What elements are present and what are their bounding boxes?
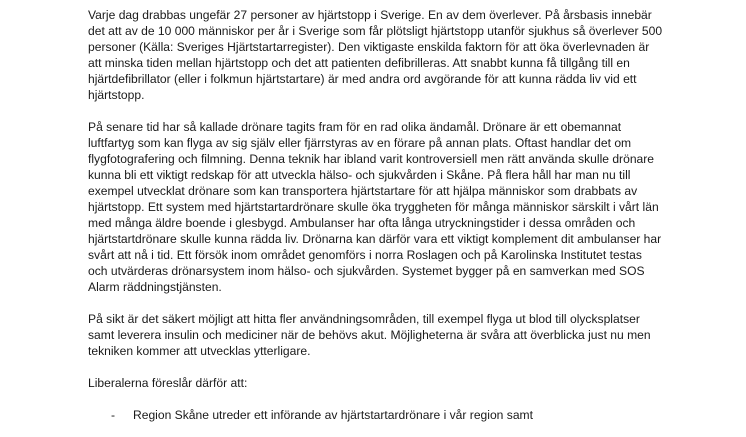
list-item [88,407,663,423]
paragraph-cardiac-arrest-statistics: Varje dag drabbas ungefär 27 personer av hjärtstopp i Sverige. En av dem överlever. På årsbasis innebär det att av de 10 000 människor per år i Sverige som får plötsligt hjärtstopp utanför sjukhus så överlever 500 personer (Källa: Sveriges Hjärtstartarregister). Den viktigaste enskilda faktorn för att öka överlevnaden är att minska tiden mellan hjärtstopp och det att patienten defibrilleras. Att snabbt kunna få tillgång till en hjärtdefibrillator (eller i folkmun hjärtstartare) är med andra ord avgörande för att kunna rädda liv vid ett hjärtstopp. [88,8,663,102]
paragraph-drone-technology: På senare tid har så kallade drönare tagits fram för en rad olika ändamål. Drönare är ett obemannat luftfartyg som kan flyga av sig själv eller fjärrstyras av en förare på annan plats. Oftast handlar det om flygfotografering och filmning. Denna teknik har ibland varit kontroversiell men rätt använda skulle drönare kunna bli ett viktigt redskap för att utveckla hälso- och sjukvården i Skåne. På flera håll har man nu till exempel utvecklat drönare som kan transportera hjärtstartare för att hjälpa människor som drabbats av hjärtstopp. Ett system med hjärtstartardrönare skulle öka tryggheten för många människor särskilt i vårt län med många äldre boende i glesbygd. Ambulanser har ofta långa utryckningstider i dessa områden och hjärtstartdrönare skulle kunna rädda liv. Drönarna kan därför vara ett viktigt komplement dit ambulanser har svårt att nå i tid. Ett försök inom området genomförs i norra Roslagen och på Karolinska Institutet testas och utvärderas drönarsystem inom hälso- och sjukvården. Systemet bygger på en samverkan med SOS Alarm räddningstjänsten. [88,120,662,294]
list-item-text: Region Skåne utreder ett införande av hjärtstartardrönare i vår region samt [133,408,533,422]
document-page [88,7,663,437]
paragraph-future-uses: På sikt är det säkert möjligt att hitta fler användningsområden, till exempel flyga ut blod till olycksplatser samt leverera insulin och mediciner när de behövs akut. Möjligheterna är svåra att överblicka just nu men tekniken kommer att utvecklas ytterligare. [88,312,651,358]
proposal-list [88,407,663,423]
bullet-dash: - [111,408,116,422]
paragraph-proposal-intro: Liberalerna föreslår därför att: [88,376,248,390]
